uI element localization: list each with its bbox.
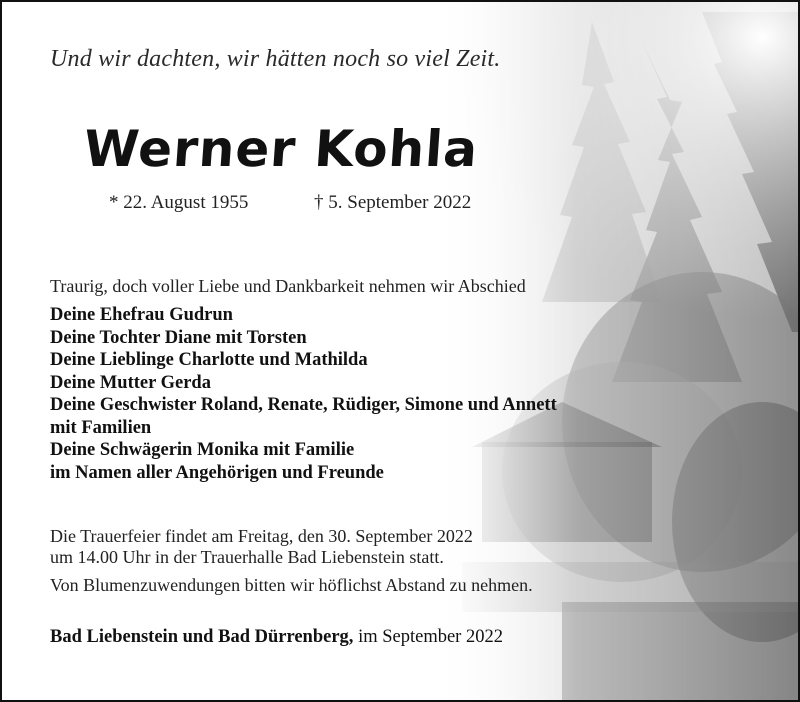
mourner-line: im Namen aller Angehörigen und Freunde (50, 462, 384, 483)
closing-line (50, 627, 503, 648)
birth-date: * 22. August 1955 (109, 192, 249, 213)
closing-places: Bad Liebenstein und Bad Dürrenberg, (50, 627, 354, 647)
motto-quote: Und wir dachten, wir hätten noch so viel Zeit. (50, 46, 501, 72)
mourner-line: Deine Geschwister Roland, Renate, Rüdiger, Simone und Annett (50, 395, 557, 415)
funeral-service-info (50, 526, 473, 568)
mourner-line: Deine Lieblinge Charlotte und Mathilda (50, 350, 368, 370)
mourner-line: Deine Mutter Gerda (50, 372, 211, 393)
flowers-request: Von Blumenzuwendungen bitten wir höflichst Abstand zu nehmen. (50, 575, 533, 595)
farewell-line: Traurig, doch voller Liebe und Dankbarkeit nehmen wir Abschied (50, 276, 526, 296)
notice-text (2, 2, 800, 702)
service-line: um 14.00 Uhr in der Trauerhalle Bad Liebenstein statt. (50, 547, 444, 567)
deceased-name: Werner Kohla (81, 120, 481, 178)
mourner-line: mit Familien (50, 417, 152, 438)
mourners-list (50, 304, 557, 484)
death-date: † 5. September 2022 (314, 192, 472, 213)
mourner-line: Deine Schwägerin Monika mit Familie (50, 440, 355, 460)
mourner-line: Deine Tochter Diane mit Torsten (50, 327, 307, 348)
closing-date: im September 2022 (358, 627, 503, 647)
mourner-line: Deine Ehefrau Gudrun (50, 305, 233, 325)
service-line: Die Trauerfeier findet am Freitag, den 30. September 2022 (50, 526, 473, 546)
